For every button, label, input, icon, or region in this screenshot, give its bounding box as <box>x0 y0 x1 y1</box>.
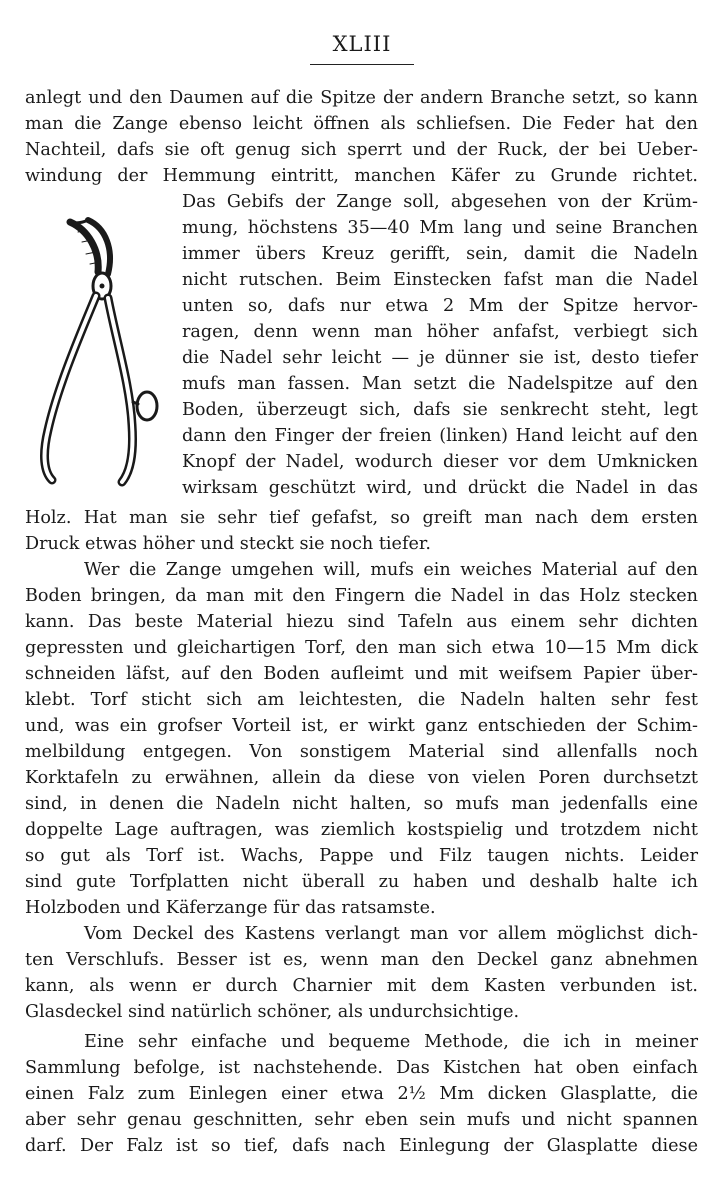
text-line: schneiden läfst, auf den Boden aufleimt und mit weifsem Papier über- <box>25 664 698 684</box>
text-line: Nachteil, dafs sie oft genug sich sperrt und der Ruck, der bei Ueber- <box>25 140 698 160</box>
text-line: anlegt und den Daumen auf die Spitze der andern Branche setzt, so kann <box>25 88 698 108</box>
text-line: die Nadel sehr leicht — je dünner sie ist, desto tiefer <box>182 348 698 368</box>
text-line: doppelte Lage auftragen, was ziemlich kostspielig und trotzdem nicht <box>25 820 698 840</box>
text-line: und, was ein grofser Vorteil ist, er wirkt ganz entschieden der Schim- <box>25 716 698 736</box>
text-line: Druck etwas höher und steckt sie noch tiefer. <box>25 534 431 554</box>
text-line: mung, höchstens 35—40 Mm lang und seine Branchen <box>182 218 698 238</box>
text-line: aber sehr genau geschnitten, sehr eben sein mufs und nicht spannen <box>25 1110 698 1130</box>
text-line: immer übers Kreuz gerifft, sein, damit die Nadeln <box>182 244 698 264</box>
text-line: Glasdeckel sind natürlich schöner, als undurchsichtige. <box>25 1002 520 1022</box>
text-line: kann. Das beste Material hiezu sind Tafeln aus einem sehr dichten <box>25 612 698 632</box>
text-line: Boden, überzeugt sich, dafs sie senkrecht steht, legt <box>182 400 698 420</box>
text-line: wirksam geschützt wird, und drückt die Nadel in das <box>182 478 698 498</box>
text-line: Holzboden und Käferzange für das ratsamste. <box>25 898 436 918</box>
text-line: Korktafeln zu erwähnen, allein da diese von vielen Poren durchsetzt <box>25 768 698 788</box>
page-number: XLIII <box>332 32 392 56</box>
text-line: man die Zange ebenso leicht öffnen als schliefsen. Die Feder hat den <box>25 114 698 134</box>
text-line: gepressten und gleichartigen Torf, den man sich etwa 10—15 Mm dick <box>25 638 698 658</box>
text-line: nicht rutschen. Beim Einstecken fafst man die Nadel <box>182 270 698 290</box>
text-line: kann, als wenn er durch Charnier mit dem Kasten verbunden ist. <box>25 976 698 996</box>
pliers-illustration <box>30 210 175 510</box>
text-line: Holz. Hat man sie sehr tief gefafst, so greift man nach dem ersten <box>25 508 698 528</box>
text-line: so gut als Torf ist. Wachs, Pappe und Filz taugen nichts. Leider <box>25 846 698 866</box>
text-line: klebt. Torf sticht sich am leichtesten, die Nadeln halten sehr fest <box>25 690 698 710</box>
text-line: ten Verschlufs. Besser ist es, wenn man den Deckel ganz abnehmen <box>25 950 698 970</box>
text-line: Das Gebifs der Zange soll, abgesehen von der Krüm- <box>182 192 698 212</box>
text-line: dann den Finger der freien (linken) Hand leicht auf den <box>182 426 698 446</box>
text-line: ragen, denn wenn man höher anfafst, verbiegt sich <box>182 322 698 342</box>
text-line: Vom Deckel des Kastens verlangt man vor allem möglichst dich- <box>84 924 698 944</box>
text-line: Wer die Zange umgehen will, mufs ein weiches Material auf den <box>84 560 698 580</box>
text-line: darf. Der Falz ist so tief, dafs nach Einlegung der Glasplatte diese <box>25 1136 698 1156</box>
text-line: melbildung entgegen. Von sonstigem Material sind allenfalls noch <box>25 742 698 762</box>
text-line: sind gute Torfplatten nicht überall zu haben und deshalb halte ich <box>25 872 698 892</box>
header-rule <box>310 64 414 65</box>
text-line: sind, in denen die Nadeln nicht halten, so mufs man jedenfalls eine <box>25 794 698 814</box>
text-line: Boden bringen, da man mit den Fingern die Nadel in das Holz stecken <box>25 586 698 606</box>
text-line: Eine sehr einfache und bequeme Methode, die ich in meiner <box>84 1032 698 1052</box>
text-line: Sammlung befolge, ist nachstehende. Das Kistchen hat oben einfach <box>25 1058 698 1078</box>
text-line: Knopf der Nadel, wodurch dieser vor dem Umknicken <box>182 452 698 472</box>
text-line: mufs man fassen. Man setzt die Nadelspitze auf den <box>182 374 698 394</box>
text-line: windung der Hemmung eintritt, manchen Käfer zu Grunde richtet. <box>25 166 698 186</box>
text-line: einen Falz zum Einlegen einer etwa 2½ Mm dicken Glasplatte, die <box>25 1084 698 1104</box>
text-line: unten so, dafs nur etwa 2 Mm der Spitze hervor- <box>182 296 698 316</box>
